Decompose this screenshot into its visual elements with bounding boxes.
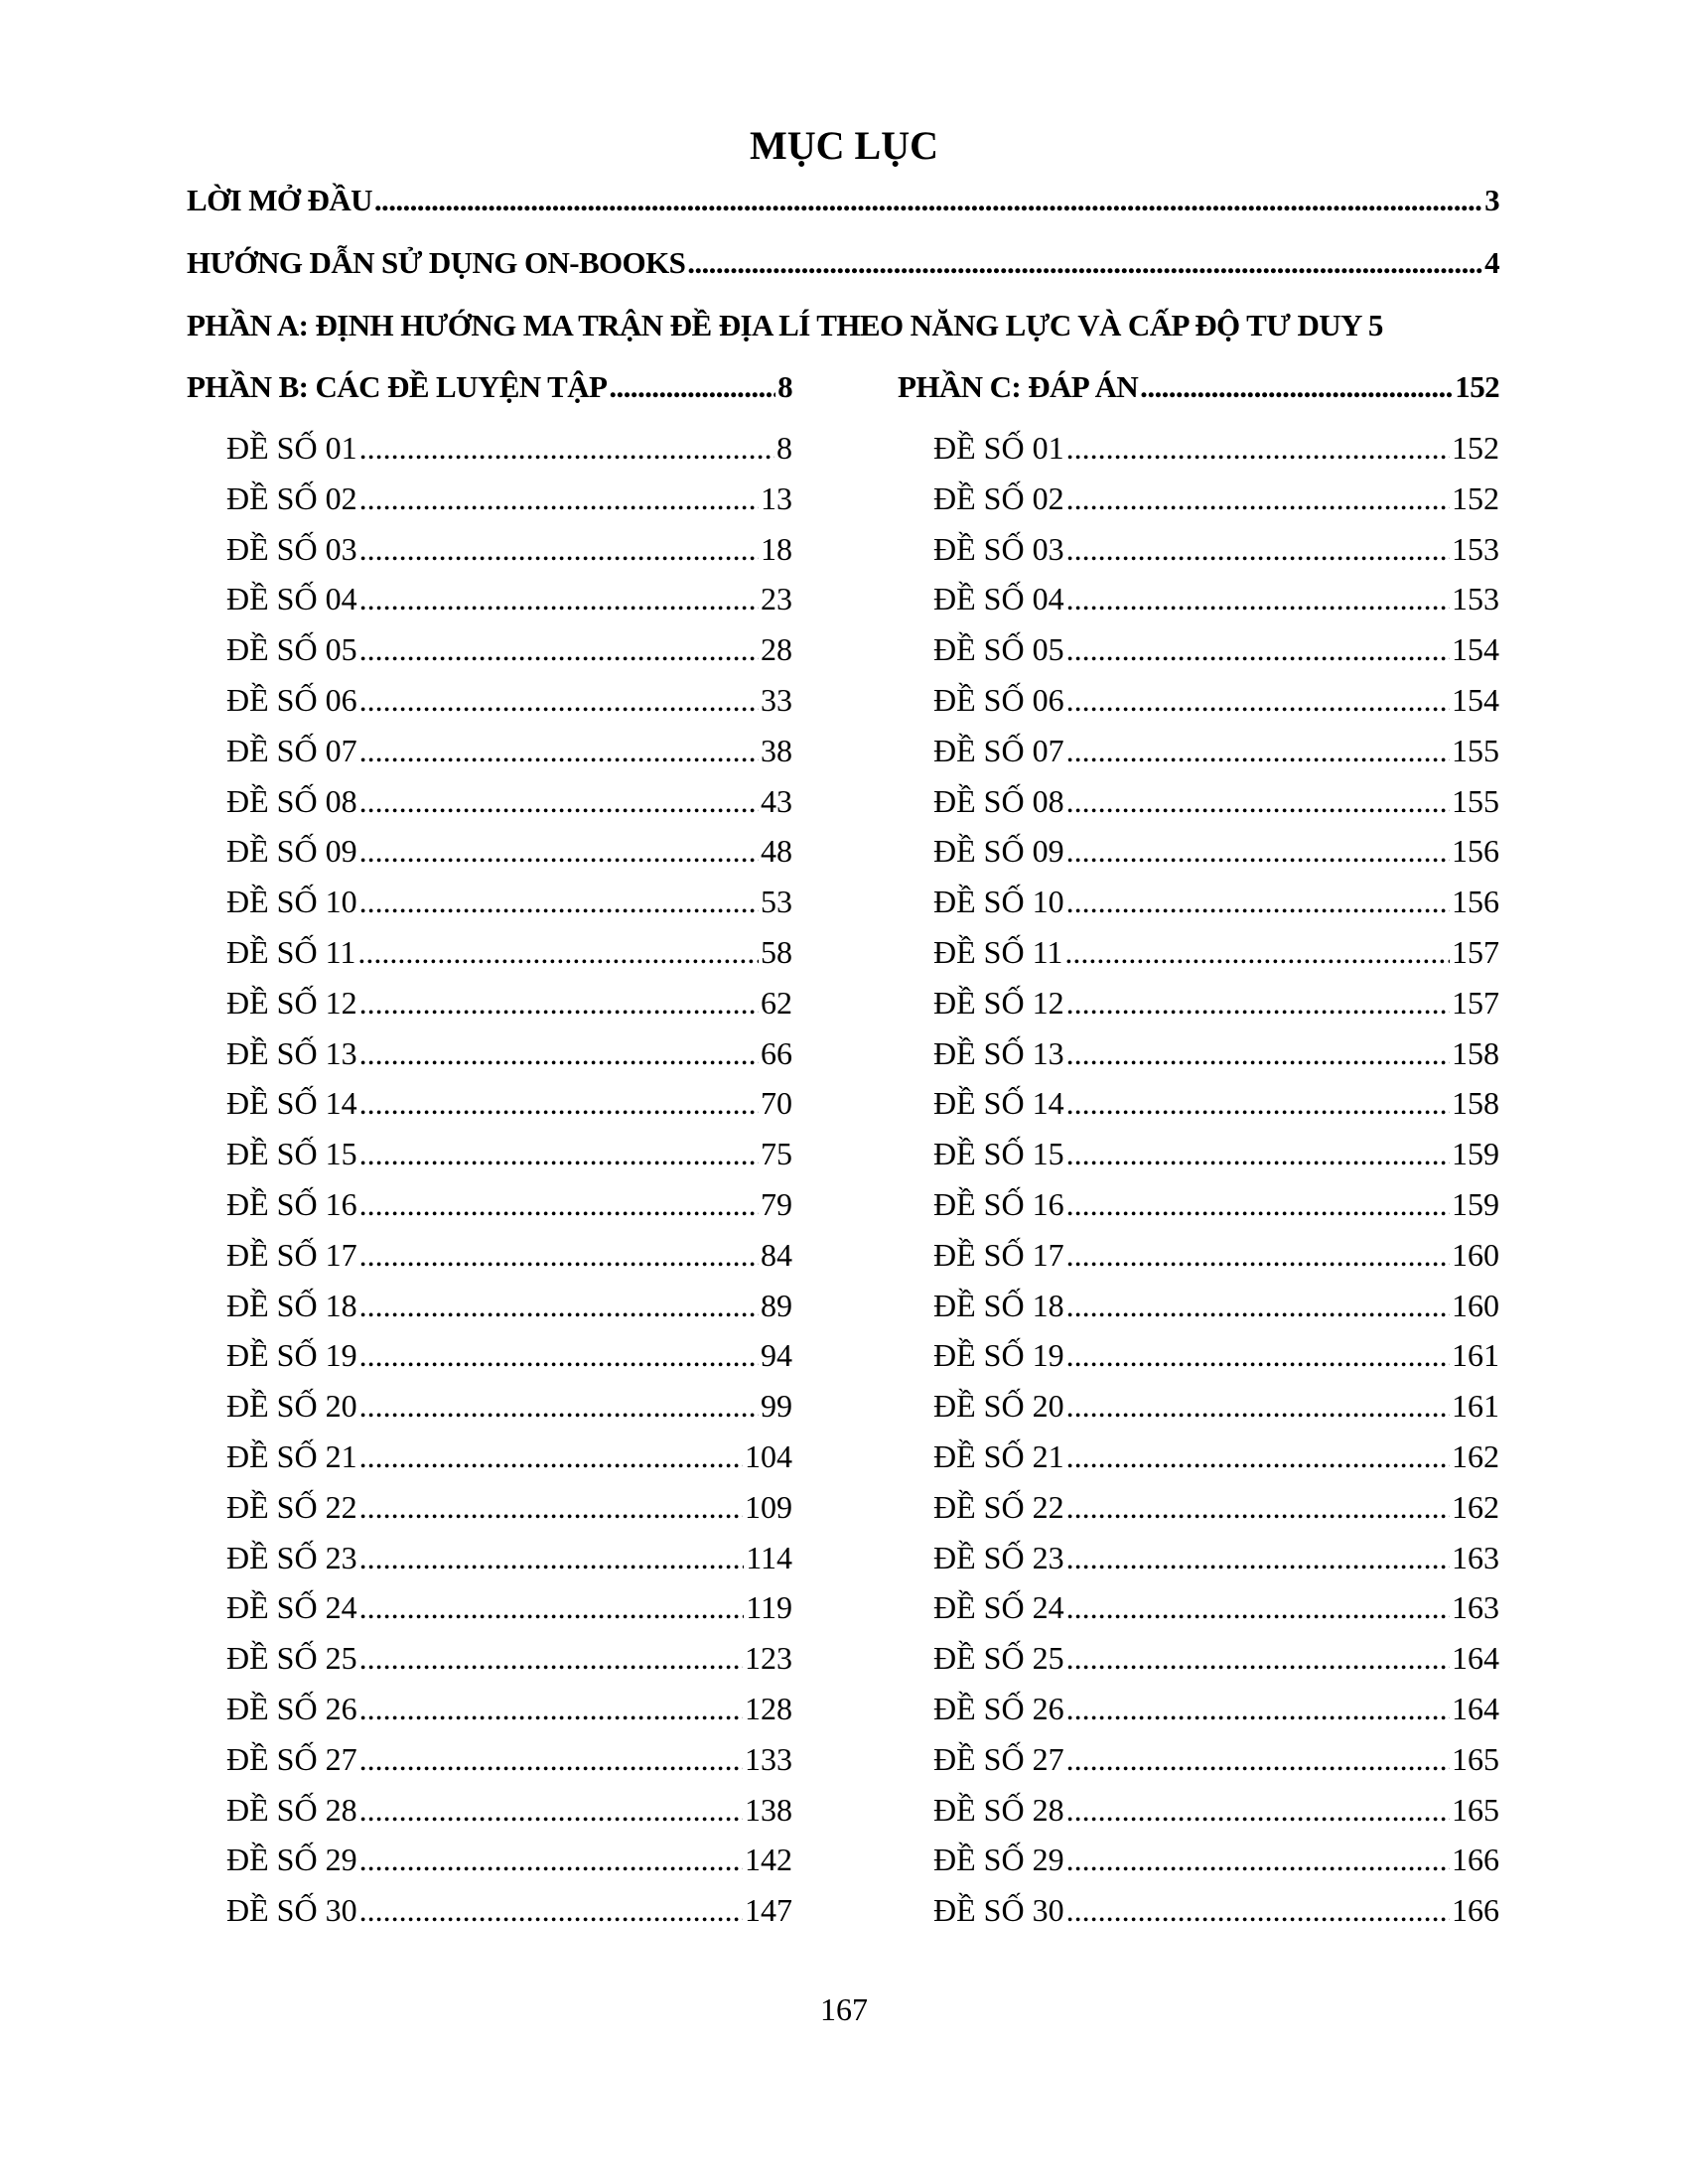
toc-page-number: 58 xyxy=(761,934,792,970)
toc-entry[interactable] xyxy=(226,579,792,618)
dot-leader xyxy=(1066,1587,1450,1627)
toc-page-number: 157 xyxy=(1452,934,1499,970)
toc-entry-label: ĐỀ SỐ 13 xyxy=(226,1034,357,1071)
toc-page-number: 164 xyxy=(1452,1691,1499,1726)
toc-entry-label: ĐỀ SỐ 01 xyxy=(933,430,1064,466)
dot-leader xyxy=(359,1739,743,1779)
toc-page-number: 163 xyxy=(1452,1589,1499,1626)
toc-entry-label: ĐỀ SỐ 29 xyxy=(226,1842,357,1878)
dot-leader xyxy=(359,428,774,468)
toc-entry[interactable] xyxy=(933,1487,1499,1527)
dot-leader xyxy=(359,831,759,871)
toc-page-number: 79 xyxy=(761,1186,792,1222)
toc-entry-label: ĐỀ SỐ 18 xyxy=(933,1287,1064,1323)
toc-entry[interactable] xyxy=(226,1184,792,1224)
toc-page-number: 3 xyxy=(1484,183,1499,217)
toc-entry-label: ĐỀ SỐ 15 xyxy=(226,1136,357,1172)
toc-page-number: 157 xyxy=(1452,984,1499,1021)
page-title: MỤC LỤC xyxy=(750,123,938,168)
toc-entry[interactable] xyxy=(933,1840,1499,1879)
dot-leader xyxy=(1066,983,1450,1023)
toc-page-number: 23 xyxy=(761,581,792,617)
toc-entry-label: ĐỀ SỐ 20 xyxy=(226,1388,357,1425)
toc-page-number: 156 xyxy=(1452,833,1499,870)
toc-entry-label: ĐỀ SỐ 16 xyxy=(933,1186,1064,1222)
toc-page-number: 158 xyxy=(1452,1034,1499,1071)
toc-entry[interactable] xyxy=(933,882,1499,921)
toc-entry[interactable] xyxy=(226,731,792,770)
dot-leader xyxy=(359,983,759,1023)
dot-leader xyxy=(1066,428,1450,468)
toc-page-number: 165 xyxy=(1452,1740,1499,1777)
dot-leader xyxy=(359,1033,759,1073)
toc-page-number: 156 xyxy=(1452,884,1499,920)
toc-entry[interactable] xyxy=(226,1235,792,1275)
dot-leader xyxy=(359,1134,759,1173)
dot-leader xyxy=(1066,1386,1450,1426)
toc-page-number: 163 xyxy=(1452,1539,1499,1575)
toc-entry[interactable] xyxy=(933,529,1499,569)
toc-entry[interactable] xyxy=(933,478,1499,518)
toc-entry[interactable] xyxy=(933,579,1499,618)
dot-leader xyxy=(1066,1083,1450,1123)
toc-entry-label: ĐỀ SỐ 23 xyxy=(226,1539,357,1575)
toc-entry[interactable] xyxy=(226,1335,792,1375)
dot-leader xyxy=(359,1235,759,1275)
dot-leader xyxy=(359,1487,743,1527)
toc-entry-label: ĐỀ SỐ 11 xyxy=(226,934,356,970)
toc-entry[interactable] xyxy=(933,1184,1499,1224)
dot-leader xyxy=(359,1286,759,1325)
dot-leader xyxy=(1066,1638,1450,1678)
toc-page-number: 153 xyxy=(1452,581,1499,617)
toc-entry-label: ĐỀ SỐ 14 xyxy=(933,1085,1064,1122)
toc-entry-label: ĐỀ SỐ 16 xyxy=(226,1186,357,1222)
dot-leader xyxy=(357,932,759,972)
dot-leader xyxy=(687,243,1482,283)
toc-page-number: 162 xyxy=(1452,1438,1499,1474)
toc-entry[interactable] xyxy=(933,1436,1499,1476)
dot-leader xyxy=(374,181,1482,220)
toc-entry[interactable] xyxy=(226,1840,792,1879)
toc-entry[interactable] xyxy=(933,1386,1499,1426)
toc-page-number: 166 xyxy=(1452,1842,1499,1878)
toc-entry[interactable] xyxy=(933,1587,1499,1627)
toc-entry-label: ĐỀ SỐ 10 xyxy=(226,884,357,920)
toc-page-number: 133 xyxy=(745,1740,792,1777)
toc-entry[interactable] xyxy=(226,1134,792,1173)
dot-leader xyxy=(1066,831,1450,871)
toc-page-number: 38 xyxy=(761,732,792,768)
toc-entry-part-a[interactable]: PHẦN A: ĐỊNH HƯỚNG MA TRẬN ĐỀ ĐỊA LÍ THEO NĂNG LỰC VÀ CẤP ĐỘ TƯ DUY 5 xyxy=(187,308,1383,342)
dot-leader xyxy=(359,1840,743,1879)
toc-entry-label: ĐỀ SỐ 27 xyxy=(933,1740,1064,1777)
toc-page-number: 152 xyxy=(1452,430,1499,466)
toc-entry[interactable] xyxy=(933,1286,1499,1325)
toc-entry[interactable] xyxy=(226,1286,792,1325)
toc-entry-label: ĐỀ SỐ 10 xyxy=(933,884,1064,920)
toc-entry[interactable] xyxy=(226,629,792,669)
toc-entry-label: ĐỀ SỐ 13 xyxy=(933,1034,1064,1071)
toc-entry-label: ĐỀ SỐ 14 xyxy=(226,1085,357,1122)
dot-leader xyxy=(1066,882,1450,921)
dot-leader xyxy=(1066,1840,1450,1879)
toc-entry[interactable] xyxy=(226,1487,792,1527)
dot-leader xyxy=(1066,1235,1450,1275)
toc-page-number: 62 xyxy=(761,984,792,1021)
toc-entry-label: ĐỀ SỐ 24 xyxy=(933,1589,1064,1626)
toc-page-number: 99 xyxy=(761,1388,792,1425)
toc-heading-part-b[interactable] xyxy=(187,367,792,407)
toc-entry-label: ĐỀ SỐ 19 xyxy=(226,1337,357,1374)
toc-entry-label: ĐỀ SỐ 21 xyxy=(226,1438,357,1474)
dot-leader xyxy=(359,680,759,720)
toc-entry[interactable] xyxy=(933,781,1499,821)
toc-entry[interactable] xyxy=(226,1436,792,1476)
toc-entry-label: ĐỀ SỐ 24 xyxy=(226,1589,357,1626)
toc-entry[interactable] xyxy=(226,1587,792,1627)
toc-entry[interactable] xyxy=(226,983,792,1023)
toc-entry[interactable] xyxy=(226,1790,792,1830)
toc-page-number: 43 xyxy=(761,782,792,819)
toc-entry[interactable] xyxy=(933,1790,1499,1830)
toc-entry-label: ĐỀ SỐ 29 xyxy=(933,1842,1064,1878)
dot-leader xyxy=(609,367,775,407)
toc-page-number: 53 xyxy=(761,884,792,920)
toc-page-number: 128 xyxy=(745,1691,792,1726)
dot-leader xyxy=(359,1890,743,1930)
toc-page-number: 164 xyxy=(1452,1640,1499,1677)
toc-entry[interactable] xyxy=(226,1638,792,1678)
page-number: 167 xyxy=(820,1991,868,2027)
toc-entry-label: ĐỀ SỐ 08 xyxy=(226,782,357,819)
toc-entry[interactable] xyxy=(933,1235,1499,1275)
dot-leader xyxy=(359,1538,745,1577)
toc-page-number: 28 xyxy=(761,631,792,668)
toc-entry-label: PHẦN C: ĐÁP ÁN xyxy=(898,369,1139,404)
dot-leader xyxy=(1066,1436,1450,1476)
toc-entry-label: ĐỀ SỐ 12 xyxy=(933,984,1064,1021)
toc-entry-label: ĐỀ SỐ 19 xyxy=(933,1337,1064,1374)
toc-page-number: 109 xyxy=(745,1488,792,1525)
toc-entry-label: ĐỀ SỐ 21 xyxy=(933,1438,1064,1474)
dot-leader xyxy=(359,1386,759,1426)
toc-entry[interactable] xyxy=(226,1739,792,1779)
toc-page-number: 94 xyxy=(761,1337,792,1374)
toc-page-number: 154 xyxy=(1452,682,1499,718)
dot-leader xyxy=(1066,1739,1450,1779)
toc-entry-label: ĐỀ SỐ 26 xyxy=(933,1691,1064,1726)
dot-leader xyxy=(1066,1033,1450,1073)
toc-entry[interactable] xyxy=(226,478,792,518)
toc-page-number: 138 xyxy=(745,1791,792,1828)
toc-entry[interactable] xyxy=(226,428,792,468)
toc-page-number: 66 xyxy=(761,1034,792,1071)
toc-entry-label: ĐỀ SỐ 25 xyxy=(226,1640,357,1677)
toc-entry-label: ĐỀ SỐ 03 xyxy=(933,530,1064,567)
toc-entry[interactable] xyxy=(933,1538,1499,1577)
toc-page-number: 160 xyxy=(1452,1287,1499,1323)
toc-entry[interactable] xyxy=(933,1134,1499,1173)
toc-entry-label: ĐỀ SỐ 25 xyxy=(933,1640,1064,1677)
dot-leader xyxy=(359,1587,745,1627)
dot-leader xyxy=(359,1335,759,1375)
dot-leader xyxy=(359,1790,743,1830)
dot-leader xyxy=(1066,1134,1450,1173)
toc-entry[interactable] xyxy=(226,781,792,821)
dot-leader xyxy=(359,529,759,569)
dot-leader xyxy=(1066,1538,1450,1577)
toc-entry-label: ĐỀ SỐ 12 xyxy=(226,984,357,1021)
dot-leader xyxy=(359,1083,759,1123)
toc-entry-label: ĐỀ SỐ 23 xyxy=(933,1539,1064,1575)
dot-leader xyxy=(359,1638,743,1678)
toc-page-number: 158 xyxy=(1452,1085,1499,1122)
toc-page-number: 161 xyxy=(1452,1388,1499,1425)
toc-entry-label: ĐỀ SỐ 22 xyxy=(226,1488,357,1525)
toc-entry-label: ĐỀ SỐ 11 xyxy=(933,934,1063,970)
dot-leader xyxy=(359,629,759,669)
toc-entry[interactable] xyxy=(933,629,1499,669)
dot-leader xyxy=(1066,1286,1450,1325)
dot-leader xyxy=(359,781,759,821)
toc-page-number: 147 xyxy=(745,1892,792,1929)
dot-leader xyxy=(1066,478,1450,518)
dot-leader xyxy=(1066,579,1450,618)
toc-entry-label: ĐỀ SỐ 28 xyxy=(933,1791,1064,1828)
toc-entry-label: ĐỀ SỐ 27 xyxy=(226,1740,357,1777)
toc-page-number: 89 xyxy=(761,1287,792,1323)
dot-leader xyxy=(1064,932,1450,972)
toc-page-number: 142 xyxy=(745,1842,792,1878)
toc-page-number: 104 xyxy=(745,1438,792,1474)
toc-entry-label: ĐỀ SỐ 02 xyxy=(226,479,357,516)
toc-entry[interactable] xyxy=(933,983,1499,1023)
dot-leader xyxy=(1066,1790,1450,1830)
toc-entry[interactable] xyxy=(226,932,792,972)
toc-entry-label: ĐỀ SỐ 09 xyxy=(933,833,1064,870)
toc-heading-part-c[interactable] xyxy=(898,367,1499,407)
toc-page-number: 8 xyxy=(777,369,792,404)
toc-entry[interactable] xyxy=(933,731,1499,770)
toc-page-number: 159 xyxy=(1452,1186,1499,1222)
dot-leader xyxy=(1066,1335,1450,1375)
toc-entry[interactable] xyxy=(226,1083,792,1123)
toc-entry[interactable] xyxy=(933,1689,1499,1728)
toc-page-number: 165 xyxy=(1452,1791,1499,1828)
toc-page-number: 84 xyxy=(761,1236,792,1273)
toc-entry-label: ĐỀ SỐ 06 xyxy=(226,682,357,718)
toc-page-number: 152 xyxy=(1452,479,1499,516)
toc-page-number: 153 xyxy=(1452,530,1499,567)
toc-entry-label: HƯỚNG DẪN SỬ DỤNG ON-BOOKS xyxy=(187,245,686,280)
toc-page-number: 162 xyxy=(1452,1488,1499,1525)
toc-entry[interactable] xyxy=(933,680,1499,720)
toc-entry[interactable] xyxy=(933,1739,1499,1779)
dot-leader xyxy=(1140,367,1453,407)
toc-entry-label: ĐỀ SỐ 03 xyxy=(226,530,357,567)
toc-page-number: 114 xyxy=(746,1539,792,1575)
dot-leader xyxy=(1066,529,1450,569)
toc-entry-guide[interactable] xyxy=(187,243,1499,283)
toc-page-number: 4 xyxy=(1484,245,1499,280)
toc-entry-label: ĐỀ SỐ 05 xyxy=(226,631,357,668)
toc-entry[interactable] xyxy=(933,1335,1499,1375)
dot-leader xyxy=(359,579,759,618)
toc-entry[interactable] xyxy=(933,831,1499,871)
dot-leader xyxy=(359,731,759,770)
toc-entry-label: ĐỀ SỐ 15 xyxy=(933,1136,1064,1172)
dot-leader xyxy=(1066,629,1450,669)
toc-entry-label: LỜI MỞ ĐẦU xyxy=(187,183,372,217)
toc-entry[interactable] xyxy=(933,428,1499,468)
toc-entry[interactable] xyxy=(226,529,792,569)
toc-entry-label: ĐỀ SỐ 06 xyxy=(933,682,1064,718)
toc-page-number: 75 xyxy=(761,1136,792,1172)
toc-entry-label: ĐỀ SỐ 07 xyxy=(226,732,357,768)
toc-entry-label: ĐỀ SỐ 30 xyxy=(933,1892,1064,1929)
toc-entry-label: ĐỀ SỐ 30 xyxy=(226,1892,357,1929)
toc-page-number: 152 xyxy=(1455,369,1499,404)
toc-entry[interactable] xyxy=(933,932,1499,972)
toc-entry-label: ĐỀ SỐ 20 xyxy=(933,1388,1064,1425)
toc-entry-label: ĐỀ SỐ 04 xyxy=(933,581,1064,617)
toc-entry-label: ĐỀ SỐ 05 xyxy=(933,631,1064,668)
toc-entry-label: ĐỀ SỐ 08 xyxy=(933,782,1064,819)
toc-entry[interactable] xyxy=(226,680,792,720)
toc-entry-label: ĐỀ SỐ 02 xyxy=(933,479,1064,516)
toc-entry[interactable] xyxy=(226,831,792,871)
dot-leader xyxy=(1066,1890,1450,1930)
dot-leader xyxy=(1066,1487,1450,1527)
toc-entry[interactable] xyxy=(226,1386,792,1426)
toc-entry[interactable] xyxy=(933,1638,1499,1678)
toc-entry-label: ĐỀ SỐ 26 xyxy=(226,1691,357,1726)
toc-page-number: 154 xyxy=(1452,631,1499,668)
toc-entry[interactable] xyxy=(226,882,792,921)
toc-page-number: 166 xyxy=(1452,1892,1499,1929)
dot-leader xyxy=(1066,1184,1450,1224)
dot-leader xyxy=(1066,781,1450,821)
toc-entry-label: ĐỀ SỐ 01 xyxy=(226,430,357,466)
dot-leader xyxy=(359,478,759,518)
toc-page-number: 155 xyxy=(1452,782,1499,819)
dot-leader xyxy=(1066,731,1450,770)
toc-entry-label: ĐỀ SỐ 09 xyxy=(226,833,357,870)
dot-leader xyxy=(1066,1689,1450,1728)
toc-entry[interactable] xyxy=(226,1890,792,1930)
toc-page-number: 123 xyxy=(745,1640,792,1677)
toc-page-number: 33 xyxy=(761,682,792,718)
toc-page-number: 70 xyxy=(761,1085,792,1122)
toc-entry[interactable] xyxy=(933,1083,1499,1123)
dot-leader xyxy=(359,1689,743,1728)
toc-entry-label: PHẦN B: CÁC ĐỀ LUYỆN TẬP xyxy=(187,369,608,404)
toc-page-number: 48 xyxy=(761,833,792,870)
toc-page-number: 8 xyxy=(776,430,792,466)
toc-entry-label: ĐỀ SỐ 28 xyxy=(226,1791,357,1828)
dot-leader xyxy=(359,882,759,921)
toc-entry-label: ĐỀ SỐ 07 xyxy=(933,732,1064,768)
dot-leader xyxy=(359,1436,743,1476)
toc-entry-label: ĐỀ SỐ 18 xyxy=(226,1287,357,1323)
dot-leader xyxy=(359,1184,759,1224)
dot-leader xyxy=(1066,680,1450,720)
toc-entry[interactable] xyxy=(933,1890,1499,1930)
toc-entry-label: ĐỀ SỐ 17 xyxy=(226,1236,357,1273)
toc-entry[interactable] xyxy=(226,1538,792,1577)
toc-page-number: 155 xyxy=(1452,732,1499,768)
toc-entry[interactable] xyxy=(933,1033,1499,1073)
toc-entry[interactable] xyxy=(226,1689,792,1728)
toc-page-number: 18 xyxy=(761,530,792,567)
toc-entry-label: ĐỀ SỐ 17 xyxy=(933,1236,1064,1273)
toc-entry-label: ĐỀ SỐ 22 xyxy=(933,1488,1064,1525)
toc-page-number: 119 xyxy=(746,1589,792,1626)
toc-entry-label: ĐỀ SỐ 04 xyxy=(226,581,357,617)
toc-page-number: 161 xyxy=(1452,1337,1499,1374)
toc-page-number: 159 xyxy=(1452,1136,1499,1172)
toc-entry-intro[interactable] xyxy=(187,181,1499,220)
toc-page-number: 13 xyxy=(761,479,792,516)
toc-page-number: 160 xyxy=(1452,1236,1499,1273)
toc-entry[interactable] xyxy=(226,1033,792,1073)
